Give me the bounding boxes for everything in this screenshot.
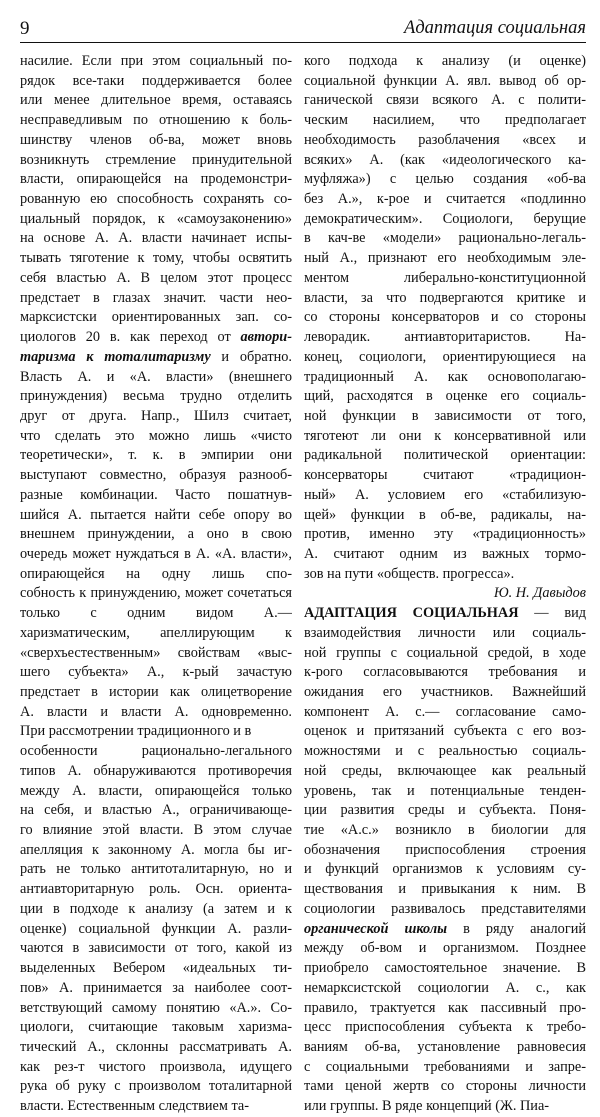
text-line xyxy=(20,545,292,565)
text-segment: конец, социологи, ориентирующиеся на xyxy=(304,348,586,365)
text-segment: собность к принуждению, может сочетаться xyxy=(20,585,292,602)
text-segment: ваниям об-ва, установление равновесия xyxy=(304,1038,586,1055)
text-segment: социологии развивалось представителями xyxy=(304,900,586,917)
text-segment: рука об руку с произволом тоталитарной xyxy=(20,1078,292,1095)
text-segment: антиавторитарную роль. Осн. ориента- xyxy=(20,881,292,898)
text-segment: взаимодействия личности или социаль- xyxy=(304,624,586,641)
text-segment: что сделать это можно лишь «чисто xyxy=(20,427,292,444)
text-line xyxy=(304,229,586,249)
text-line xyxy=(20,644,292,664)
text-line xyxy=(304,486,586,506)
text-segment: только с одним видом А.— xyxy=(20,605,292,622)
text-segment: против, именно эту «традиционность» xyxy=(304,526,586,543)
text-line xyxy=(20,486,292,506)
text-segment: чаются в зависимости от того, какой из xyxy=(20,940,292,957)
text-segment: ный А., признают его необходимым эле- xyxy=(304,250,586,267)
text-line xyxy=(20,939,292,959)
text-line xyxy=(304,111,586,131)
text-line xyxy=(20,289,292,309)
running-title: Адаптация социальная xyxy=(404,18,586,38)
text-segment: на себя, и властью А., ограничивающе- xyxy=(20,802,292,819)
text-line xyxy=(304,841,586,861)
text-segment: демократическим». Социологи, берущие xyxy=(304,210,586,227)
text-segment: в кач-ве «модели» рационально-легаль- xyxy=(304,230,586,247)
text-line xyxy=(20,801,292,821)
text-line xyxy=(20,229,292,249)
text-segment: немарксистской социологии А. с., как xyxy=(304,979,586,996)
text-segment: между об-вом и организмом. Позднее xyxy=(304,940,586,957)
text-segment: социальной функции А. явл. вывод об ор- xyxy=(304,72,586,89)
text-line xyxy=(20,151,292,171)
text-segment: ментом либерально-конституционной xyxy=(304,269,586,286)
text-line xyxy=(20,722,292,742)
text-line xyxy=(304,269,586,289)
text-line xyxy=(20,979,292,999)
text-segment: необходимость разоблачения «всех и xyxy=(304,131,586,148)
text-segment: оценке) социальной функции А. разли- xyxy=(20,920,292,937)
text-line xyxy=(20,782,292,802)
text-line xyxy=(304,683,586,703)
text-segment: шего субъекта» А., к-рый зачастую xyxy=(20,664,292,681)
text-segment: ный» А. условием его «стабилизую- xyxy=(304,486,586,503)
text-line xyxy=(304,999,586,1019)
text-line xyxy=(20,1097,292,1117)
text-segment: радикальной политической ориентации: xyxy=(304,447,586,464)
text-line xyxy=(304,979,586,999)
text-segment: тывать тяготение к тому, чтобы освятить xyxy=(20,250,292,267)
text-segment: как рез-т чистого произвола, идущего xyxy=(20,1058,292,1075)
text-line xyxy=(20,762,292,782)
text-segment: себя властью А. В целом этот процесс xyxy=(20,269,292,286)
text-segment: При рассмотрении традиционного и в xyxy=(20,723,252,740)
text-segment: в ряду аналогий xyxy=(447,920,586,937)
text-line xyxy=(304,742,586,762)
text-line xyxy=(20,368,292,388)
text-line xyxy=(304,663,586,683)
text-segment: тический А., склонны рассматривать А. xyxy=(20,1038,292,1055)
text-segment: принуждения) весьма трудно отделить xyxy=(20,388,292,405)
text-segment: тие «А.с.» возникло в биологии для xyxy=(304,822,586,839)
text-segment: леворадик. антиавторитаристов. На- xyxy=(304,329,586,346)
text-line xyxy=(20,328,292,348)
text-segment: приобрело самостоятельное значение. В xyxy=(304,960,586,977)
text-line xyxy=(20,91,292,111)
text-line xyxy=(304,860,586,880)
text-line xyxy=(304,604,586,624)
text-line xyxy=(20,427,292,447)
text-segment: насилие. Если при этом социальный по- xyxy=(20,53,292,69)
text-line xyxy=(304,644,586,664)
text-line xyxy=(20,111,292,131)
text-segment: щий, расходятся в оценке его социаль- xyxy=(304,388,586,405)
text-segment: цесс приспособления субъекта к требо- xyxy=(304,1019,586,1036)
text-line xyxy=(20,860,292,880)
text-segment: шийся А. пытается найти себе опору во xyxy=(20,506,292,523)
text-segment: ожидания его участников. Важнейший xyxy=(304,684,586,700)
text-line xyxy=(20,348,292,368)
text-line xyxy=(304,821,586,841)
text-line xyxy=(304,308,586,328)
text-line xyxy=(304,545,586,565)
text-line xyxy=(20,683,292,703)
text-segment: циологи, считающие таковым харизма- xyxy=(20,1019,292,1036)
text-line xyxy=(304,348,586,368)
text-line xyxy=(304,1077,586,1097)
text-line xyxy=(20,308,292,328)
text-line xyxy=(20,52,292,72)
text-segment: теоретически», т. к. в эмпирии они xyxy=(20,447,292,464)
text-segment: типов А. обнаруживаются противоречия xyxy=(20,762,292,779)
text-line xyxy=(20,1018,292,1038)
text-segment: опирающейся на одну лишь спо- xyxy=(20,565,292,582)
text-line xyxy=(20,407,292,427)
text-segment: пов» А. принимается за наиболее соот- xyxy=(20,979,292,996)
text-segment: возникнуть стремление принудительной xyxy=(20,151,292,168)
text-segment: тяготеют ли они к консервативной или xyxy=(304,427,586,444)
text-line xyxy=(20,920,292,940)
text-line xyxy=(304,249,586,269)
text-line xyxy=(20,131,292,151)
text-line xyxy=(304,1097,586,1117)
text-line xyxy=(304,72,586,92)
cross-reference: таризма к тоталитаризму xyxy=(20,348,211,365)
text-line xyxy=(20,663,292,683)
text-segment: кого подхода к анализу (и оценке) xyxy=(304,53,586,69)
text-line xyxy=(20,466,292,486)
text-segment: внешнем принуждении, а оно в свою xyxy=(20,526,292,543)
text-segment: предстает в глазах значит. части нео- xyxy=(20,289,292,306)
text-segment: марксистски ориентированных зап. со- xyxy=(20,309,292,326)
text-segment: А. власти и власти А. одновременно. xyxy=(20,703,292,720)
text-line xyxy=(20,1077,292,1097)
text-segment: особенности рационально-легального xyxy=(20,743,292,760)
text-segment: с социальными требованиями и запре- xyxy=(304,1058,586,1075)
text-segment: ветствующий самому понятию «А.». Со- xyxy=(20,999,292,1016)
text-segment: и функций организмов к условиям су- xyxy=(304,861,586,878)
text-line xyxy=(20,269,292,289)
text-segment: выступают совместно, образуя разнооб- xyxy=(20,467,292,484)
text-segment: циологов 20 в. как переход от xyxy=(20,329,241,346)
page-header xyxy=(20,16,586,43)
text-line xyxy=(304,506,586,526)
text-line xyxy=(304,624,586,644)
text-line xyxy=(20,506,292,526)
text-line xyxy=(20,703,292,723)
text-line xyxy=(304,584,586,604)
text-segment: муфляжа») с целью создания «об-ва xyxy=(304,171,586,188)
text-segment: и обратно. xyxy=(210,348,292,365)
text-line xyxy=(20,249,292,269)
author-signature: Ю. Н. Давыдов xyxy=(493,585,586,602)
text-segment: можностями и с реальностью социаль- xyxy=(304,743,586,760)
cross-reference: автори- xyxy=(240,329,292,346)
text-line xyxy=(304,1038,586,1058)
text-segment: А. считают одним из важных тормо- xyxy=(304,545,586,562)
text-line xyxy=(304,131,586,151)
text-segment: циальный порядок, к «самоузаконению» xyxy=(20,210,292,227)
text-line xyxy=(20,1058,292,1078)
text-segment: к-рого согласовываются требования и xyxy=(304,664,586,681)
text-line xyxy=(20,1038,292,1058)
text-segment: тами ценой жертв со стороны личности xyxy=(304,1078,586,1095)
text-segment: ческим насилием, что предполагает xyxy=(304,112,586,129)
text-line xyxy=(304,880,586,900)
text-segment: оценок и притязаний субъекта с его воз- xyxy=(304,723,586,740)
text-segment: ной среды, включающее как реальный xyxy=(304,762,586,779)
text-segment: выделенных Вебером «идеальных ти- xyxy=(20,960,292,977)
text-segment: разные комбинации. Часто пошатнув- xyxy=(20,486,292,503)
entry-headword: АДАПТАЦИЯ СОЦИАЛЬНАЯ xyxy=(304,605,519,622)
text-segment: ной группы с социальной средой, в ходе xyxy=(304,644,586,661)
text-segment: всяких» А. (как «идеологического ка- xyxy=(304,151,586,168)
text-segment: го влияние этой власти. В этом случае xyxy=(20,822,292,839)
text-line xyxy=(304,565,586,585)
text-segment: очередь может нуждаться в А. «А. власти», xyxy=(20,545,292,562)
text-segment: консерваторы считают «традицион- xyxy=(304,467,586,484)
text-segment: рядок все-таки поддерживается более xyxy=(20,72,292,89)
text-segment: рованную ею способность сохранять со- xyxy=(20,191,292,208)
text-line xyxy=(304,1058,586,1078)
text-segment: ной функции в зависимости от того, xyxy=(304,407,586,424)
text-segment: ганической связи всякого А. с полити- xyxy=(304,92,586,109)
text-line xyxy=(304,762,586,782)
text-line xyxy=(20,446,292,466)
text-line xyxy=(20,841,292,861)
text-line xyxy=(304,920,586,940)
text-line xyxy=(20,72,292,92)
text-segment: без А.», к-рое и считается «подлинно xyxy=(304,191,586,208)
text-line xyxy=(304,91,586,111)
text-line xyxy=(304,525,586,545)
text-line xyxy=(304,170,586,190)
text-segment: ции в подходе к анализу (а затем и к xyxy=(20,900,292,917)
page-number: 9 xyxy=(20,18,30,39)
text-line xyxy=(20,604,292,624)
text-line xyxy=(20,170,292,190)
text-line xyxy=(304,210,586,230)
text-line xyxy=(20,565,292,585)
right-text-column xyxy=(304,52,586,1117)
text-line xyxy=(20,900,292,920)
text-line xyxy=(20,584,292,604)
text-line xyxy=(20,190,292,210)
text-line xyxy=(304,801,586,821)
text-segment: между А. власти, опирающейся только xyxy=(20,782,292,799)
text-segment: традиционный А. как основополагаю- xyxy=(304,368,586,385)
text-line xyxy=(304,703,586,723)
text-line xyxy=(304,387,586,407)
text-line xyxy=(20,525,292,545)
text-segment: Власть А. и «А. власти» (внешнего xyxy=(20,368,292,385)
text-line xyxy=(304,151,586,171)
text-segment: — вид xyxy=(518,605,586,622)
cross-reference: органической школы xyxy=(304,920,448,937)
text-line xyxy=(304,939,586,959)
text-line xyxy=(20,742,292,762)
text-segment: власти, за что подвергаются критике и xyxy=(304,289,586,306)
text-line xyxy=(304,289,586,309)
text-segment: «сверхъестественным» свойствам «выс- xyxy=(20,644,292,661)
text-segment: на основе А. А. власти начинает испы- xyxy=(20,230,292,247)
text-segment: харизматическим, апеллирующим к xyxy=(20,624,292,641)
text-segment: ции развития среды и субъекта. Поня- xyxy=(304,802,586,819)
text-segment: апелляция к законному А. могла бы иг- xyxy=(20,841,292,858)
text-segment: друг от друга. Напр., Шилз считает, xyxy=(20,407,292,424)
text-line xyxy=(304,722,586,742)
text-line xyxy=(304,900,586,920)
text-segment: шинству членов об-ва, может вновь xyxy=(20,131,292,148)
text-segment: или менее длительное время, оставаясь xyxy=(20,92,292,109)
text-segment: ществования и привыкания к ним. В xyxy=(304,881,586,898)
text-line xyxy=(304,328,586,348)
text-line xyxy=(20,821,292,841)
text-segment: уровень, так и потенциальные тенден- xyxy=(304,782,586,799)
text-segment: обозначения приспособления строения xyxy=(304,841,586,858)
text-line xyxy=(304,782,586,802)
text-segment: несправедливым по отношению к боль- xyxy=(20,112,292,129)
text-line xyxy=(304,368,586,388)
text-line xyxy=(304,427,586,447)
text-line xyxy=(304,1018,586,1038)
text-line xyxy=(304,466,586,486)
text-segment: предстает в истории как олицетворение xyxy=(20,684,292,700)
text-line xyxy=(20,959,292,979)
text-segment: компонент А. с.— согласование само- xyxy=(304,703,586,720)
text-segment: зов на пути «обществ. прогресса». xyxy=(304,565,515,582)
text-line xyxy=(304,407,586,427)
text-line xyxy=(304,52,586,72)
text-line xyxy=(304,959,586,979)
text-segment: со стороны консерваторов и со стороны xyxy=(304,309,586,326)
text-segment: щей» функции в об-ве, радикалы, на- xyxy=(304,506,586,523)
text-line xyxy=(20,624,292,644)
text-line xyxy=(20,210,292,230)
left-text-column xyxy=(20,52,292,1117)
text-line xyxy=(304,446,586,466)
text-segment: рать не только антитоталитарную, но и xyxy=(20,861,292,878)
text-segment: власти. Естественным следствием та- xyxy=(20,1098,250,1115)
text-line xyxy=(20,999,292,1019)
text-line xyxy=(20,387,292,407)
text-segment: или группы. В ряде концепций (Ж. Пиа- xyxy=(304,1098,550,1115)
text-segment: власти, опирающейся на продемонстри- xyxy=(20,171,292,188)
text-line xyxy=(20,880,292,900)
text-segment: правило, трактуется как пассивный про- xyxy=(304,999,586,1016)
text-line xyxy=(304,190,586,210)
